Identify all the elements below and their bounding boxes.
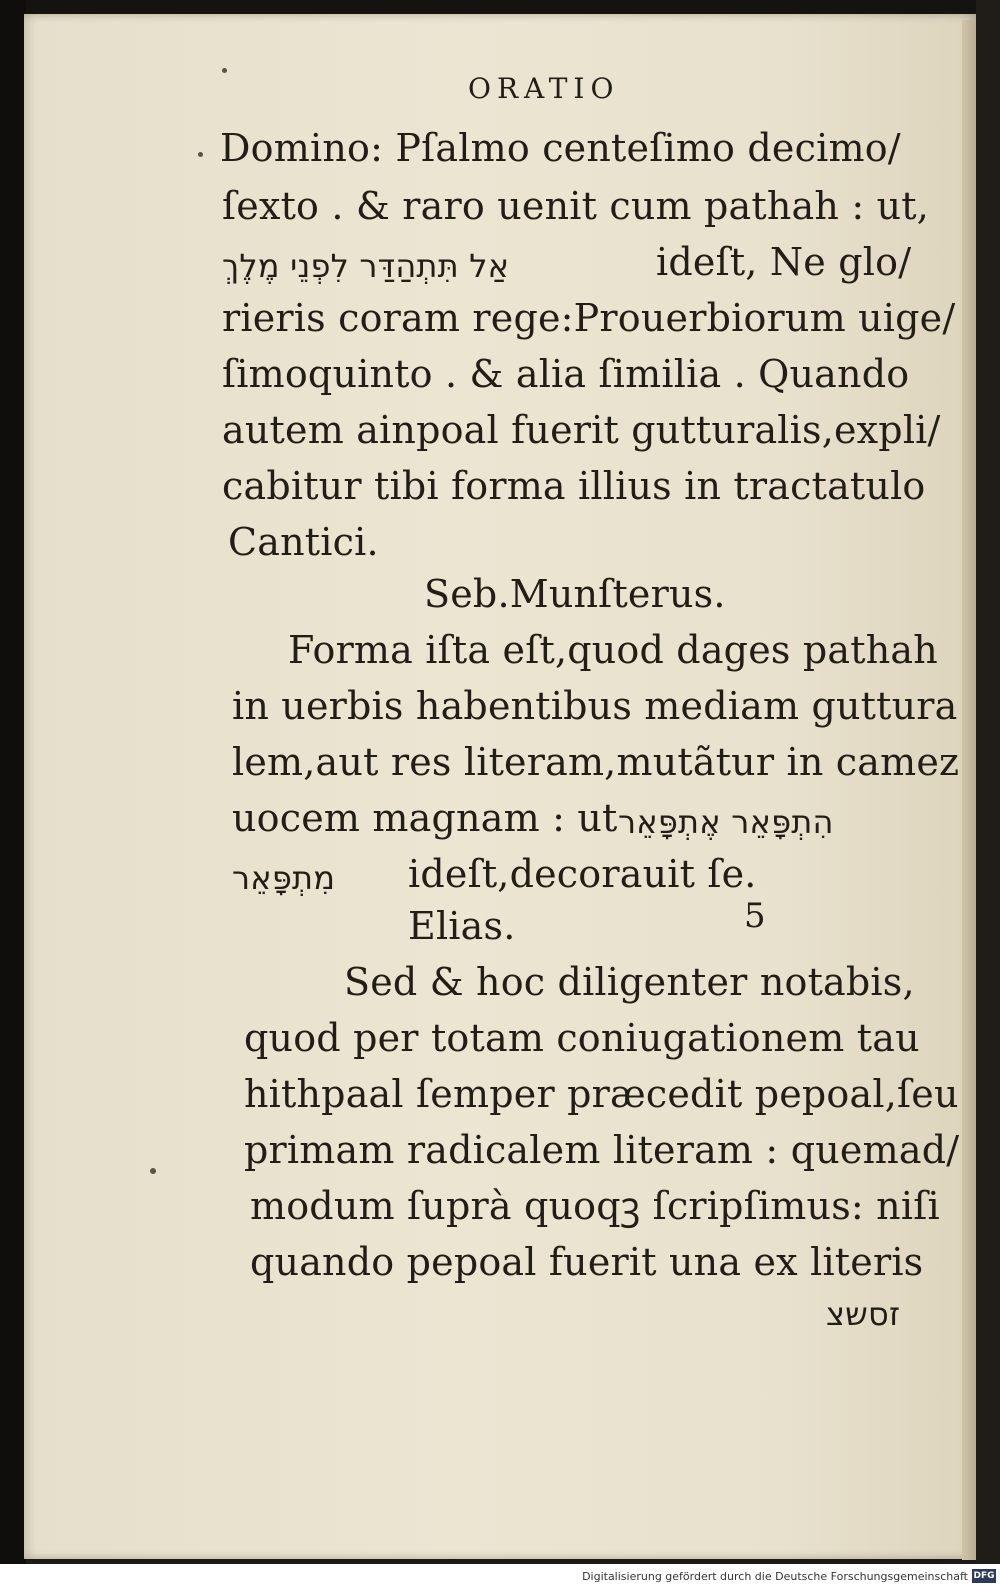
hebrew-phrase-1: אַל תִּתְהַדַּר לִפְנֵי מֶלֶךְ <box>222 247 510 285</box>
ink-spot <box>222 68 227 73</box>
text-line-3: ideſt, Ne glo/ <box>656 240 912 284</box>
text-line-7: cabitur tibi forma illius in tractatulo <box>222 464 926 508</box>
text-line-14: Sed & hoc diligenter notabis, <box>344 960 915 1004</box>
dfg-logo-icon: DFG <box>973 1571 995 1581</box>
scan-frame-left <box>0 0 26 1591</box>
text-line-16: hithpaal ſemper præcedit pepoal,ſeu <box>244 1072 959 1116</box>
folio-number: 5 <box>744 896 766 936</box>
text-line-9: Forma iſta eſt,quod dages pathah <box>288 628 938 672</box>
catchword-hebrew: זסשצ <box>826 1295 901 1333</box>
scan-frame-right <box>976 0 1000 1591</box>
text-line-17: primam radicalem literam : quemad/ <box>244 1128 960 1172</box>
page-edge <box>962 20 976 1560</box>
text-line-4: rieris coram rege:Prouerbiorum uige/ <box>222 296 956 340</box>
hebrew-phrase-2: הִתְפָּאֵר אֶתְפָּאֵר <box>618 803 834 841</box>
text-line-2: ſexto . & raro uenit cum pathah : ut, <box>222 184 930 228</box>
text-line-11: lem,aut res literam,mutãtur in camez <box>232 740 960 784</box>
text-line-12: uocem magnam : ut <box>232 796 618 840</box>
text-line-13: ideſt,decorauit ſe. <box>408 852 757 896</box>
text-line-6: autem ainpoal fuerit gutturalis,expli/ <box>222 408 941 452</box>
ink-spot <box>150 1168 156 1174</box>
running-title: ORATIO <box>468 72 620 105</box>
digitization-footer <box>0 1564 1000 1591</box>
section-heading-munsterus: Seb.Munſterus. <box>424 572 726 616</box>
text-line-1: Domino: Pſalmo centeſimo decimo/ <box>220 126 901 170</box>
ink-spot <box>198 152 203 157</box>
text-line-5: ſimoquinto . & alia ſimilia . Quando <box>222 352 910 396</box>
text-line-19: quando pepoal fuerit una ex literis <box>250 1240 924 1284</box>
section-heading-elias: Elias. <box>408 904 516 948</box>
text-line-10: in uerbis habentibus mediam guttura <box>232 684 958 728</box>
hebrew-phrase-3: מִתְפָּאֵר <box>232 859 336 897</box>
footer-credit: Digitalisierung gefördert durch die Deutsche Forschungsgemeinschaft <box>582 1570 968 1583</box>
scan-frame-top <box>0 0 1000 14</box>
text-line-8: Cantici. <box>228 520 379 564</box>
text-line-15: quod per totam coniugationem tau <box>244 1016 920 1060</box>
text-line-18: modum ſuprà quoqꝫ ſcripſimus: niſi <box>250 1184 940 1228</box>
